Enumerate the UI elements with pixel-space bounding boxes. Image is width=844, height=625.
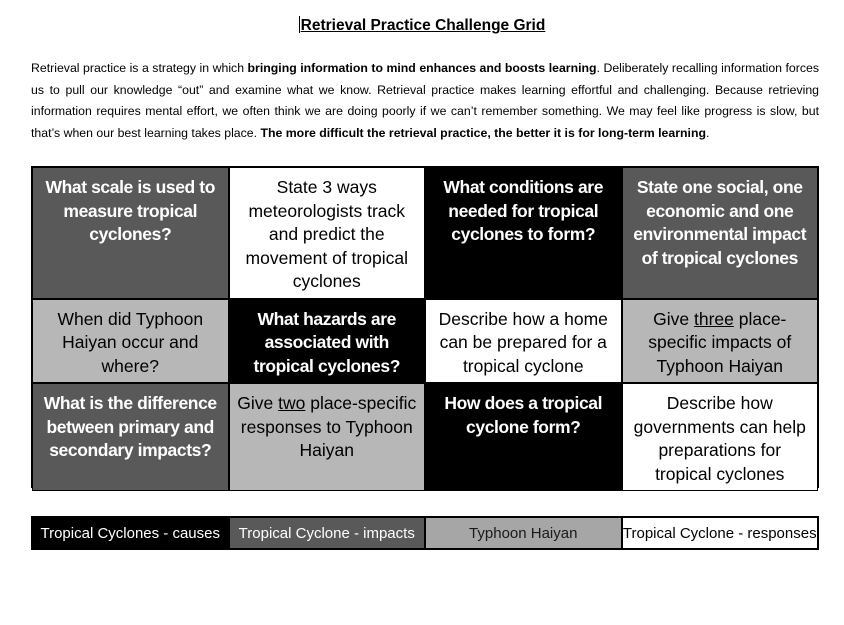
question-text: Describe how a home can be prepared for a tropical cyclone xyxy=(438,308,608,376)
question-text-part: place-specific responses to Typhoon Haiyan xyxy=(240,393,417,460)
question-text-part: place-specific impacts of Typhoon Haiyan xyxy=(648,308,792,376)
question-cell-r2c2 xyxy=(229,299,426,384)
question-cell-r3c1 xyxy=(32,383,229,491)
intro-bold-2: The more difficult the retrieval practice, the better it is for long-term learning xyxy=(260,125,706,140)
question-text: Describe how governments can help preparations for tropical cyclones xyxy=(633,393,806,484)
question-text: What hazards are associated with tropical cyclones? xyxy=(253,308,400,376)
question-text: State one social, one economic and one environmental impact of tropical cyclones xyxy=(633,177,807,268)
text-cursor xyxy=(299,16,300,33)
question-text-part: Give xyxy=(653,308,694,329)
legend-key-impacts: Tropical Cyclone - impacts xyxy=(229,517,426,549)
page-title-text: Retrieval Practice Challenge Grid xyxy=(300,17,546,34)
question-cell-r2c4 xyxy=(622,299,819,384)
question-cell-r3c3 xyxy=(425,383,622,491)
question-text: How does a tropical cyclone form? xyxy=(444,393,603,437)
question-underlined-word: two xyxy=(278,393,306,413)
intro-text-1: Retrieval practice is a strategy in which xyxy=(31,61,248,75)
question-text-part: Give xyxy=(237,393,279,413)
question-cell-r2c1 xyxy=(32,299,229,384)
challenge-grid xyxy=(31,166,819,488)
intro-bold-1: bringing information to mind enhances and boosts learning xyxy=(247,61,597,75)
question-text xyxy=(236,392,419,463)
question-text: When did Typhoon Haiyan occur and where? xyxy=(57,308,204,376)
legend-key-responses: Tropical Cyclone - responses xyxy=(622,517,819,549)
legend-key-causes: Tropical Cyclones - causes xyxy=(32,517,229,549)
question-cell-r3c4 xyxy=(622,383,819,491)
color-legend xyxy=(31,516,819,550)
question-text: What scale is used to measure tropical cyclones? xyxy=(45,177,216,244)
question-underlined-word: three xyxy=(693,308,734,329)
intro-text-2: . Deliberately recalling information forces us to pull our knowledge “out” and examine what we know. Retrieval practice makes learning effortful and challenging. Because retrieving information requires mental effort, we often think we are doing poorly if we can’t remember something. We may feel like progress is slow, but that’s when our best learning takes place. xyxy=(31,61,819,140)
question-cell-r1c2 xyxy=(229,167,426,299)
legend-key-haiyan: Typhoon Haiyan xyxy=(425,517,622,549)
question-cell-r1c3 xyxy=(425,167,622,299)
question-cell-r2c3 xyxy=(425,299,622,384)
question-cell-r3c2 xyxy=(229,383,426,491)
question-cell-r1c1 xyxy=(32,167,229,299)
question-text: State 3 ways meteorologists track and predict the movement of tropical cyclones xyxy=(245,177,408,291)
page-title xyxy=(0,16,844,35)
intro-paragraph xyxy=(31,58,819,144)
question-text xyxy=(629,308,812,379)
intro-text-3: . xyxy=(705,125,710,140)
question-text: What conditions are needed for tropical cyclones to form? xyxy=(443,177,604,244)
question-cell-r1c4 xyxy=(622,167,819,299)
question-text: What is the difference between primary and secondary impacts? xyxy=(43,393,217,460)
